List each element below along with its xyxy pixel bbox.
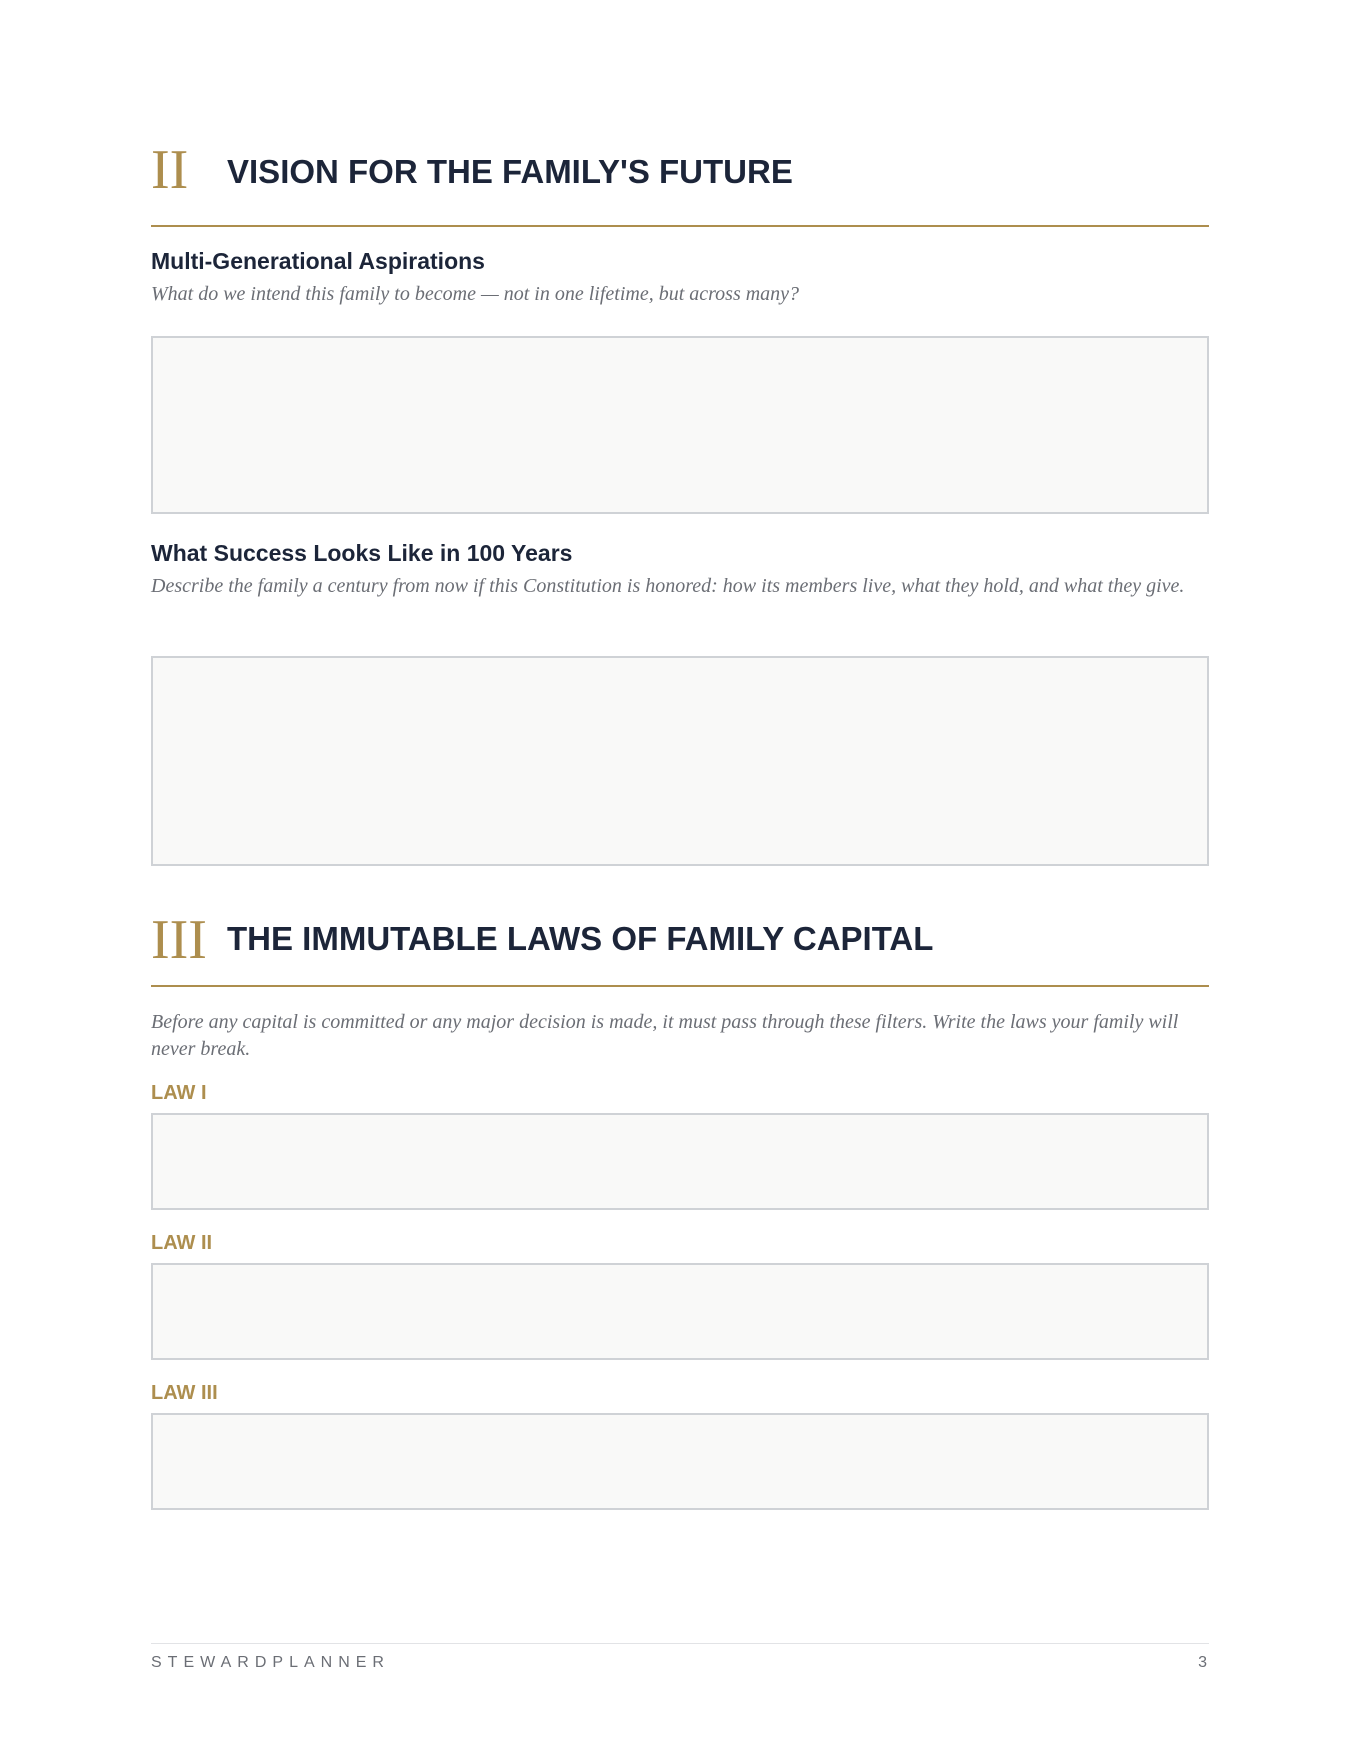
laws-intro: Before any capital is committed or any major decision is made, it must pass through these filters. Write the laws your family will never break. — [151, 1011, 1179, 1060]
footer-brand: STEWARDPLANNER — [151, 1654, 390, 1671]
law-label-2: LAW II — [151, 1232, 213, 1254]
aspirations-writing-box[interactable] — [151, 336, 1209, 514]
footer-divider — [151, 1643, 1209, 1644]
law-3-writing-box[interactable] — [151, 1413, 1209, 1510]
document-page — [151, 0, 1209, 1760]
subsection-title-success: What Success Looks Like in 100 Years — [151, 540, 573, 566]
law-label-1: LAW I — [151, 1082, 207, 1104]
law-2-writing-box[interactable] — [151, 1263, 1209, 1360]
law-1-writing-box[interactable] — [151, 1113, 1209, 1210]
section-numeral: III — [151, 909, 207, 971]
section-numeral: II — [151, 139, 189, 201]
section-title: THE IMMUTABLE LAWS OF FAMILY CAPITAL — [227, 920, 934, 957]
section-title: VISION FOR THE FAMILY'S FUTURE — [227, 153, 793, 190]
subsection-prompt-aspirations: What do we intend this family to become — not in one lifetime, but across many? — [151, 283, 800, 305]
section-header-laws — [151, 895, 1209, 987]
section-header-vision — [151, 135, 1209, 227]
subsection-title-aspirations: Multi-Generational Aspirations — [151, 248, 485, 274]
subsection-prompt-success: Describe the family a century from now if this Constitution is honored: how its members live, what they hold, and what they give. — [151, 575, 1185, 597]
success-writing-box[interactable] — [151, 656, 1209, 866]
page-number: 3 — [1198, 1654, 1207, 1671]
law-label-3: LAW III — [151, 1382, 218, 1404]
